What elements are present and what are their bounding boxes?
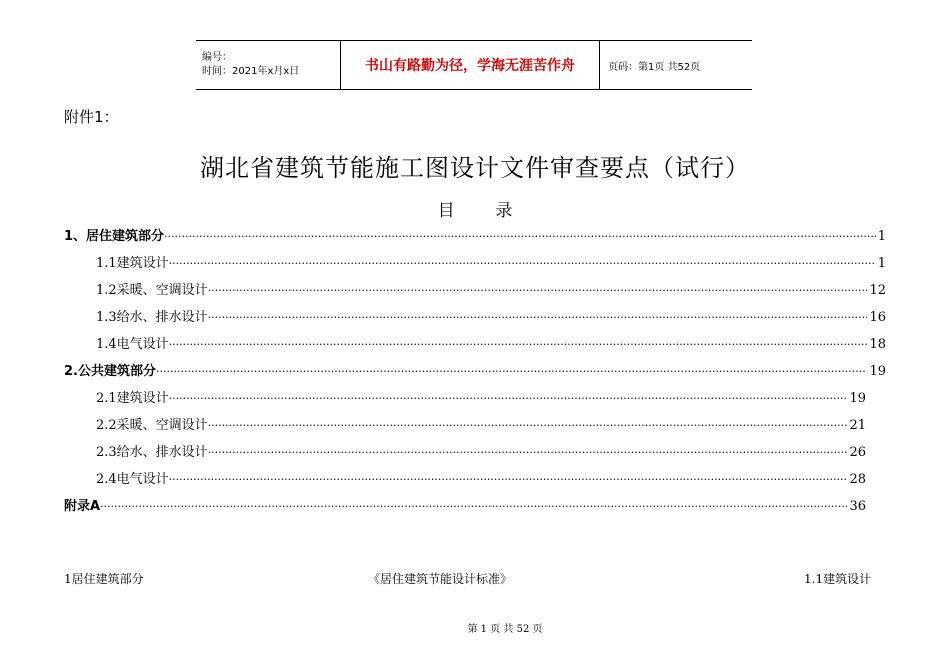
toc-entry-page: 21 [849,418,866,433]
toc-leader-dots [169,254,876,274]
toc-entry-label: 1.1建筑设计 [96,256,169,271]
toc-entry-page: 16 [869,310,886,325]
toc-leader-dots [169,470,848,490]
toc-entry[interactable] [64,497,866,517]
toc-entry-page: 1 [877,256,886,271]
toc-leader-dots [208,308,868,328]
running-footer-center: 《居住建筑节能设计标准》 [368,572,513,586]
toc-entry[interactable] [96,416,866,436]
toc-leader-dots [208,281,868,301]
toc-entry-page: 1 [877,229,886,244]
toc-entry[interactable] [64,227,886,247]
toc-entry[interactable] [64,362,886,382]
toc-entry-label: 1.3给水、排水设计 [96,310,208,325]
toc-entry-page: 26 [849,445,866,460]
toc-leader-dots [164,227,876,247]
toc-leader-dots [156,362,867,382]
running-footer-left: 1居住建筑部分 [64,572,144,586]
header-motto [340,41,600,89]
motto-text: 书山有路勤为径，学海无涯苦作舟 [365,58,575,74]
toc-leader-dots [169,389,848,409]
toc-leader-dots [100,497,847,517]
toc-entry[interactable] [96,254,886,274]
page-code-text: 页码：第1页 共52页 [608,61,701,73]
toc-entry-page: 18 [869,337,886,352]
toc-heading-char-1: 目 [437,201,455,221]
toc-entry-label: 2.3给水、排水设计 [96,445,208,460]
toc-entry-label: 2.4电气设计 [96,472,169,487]
number-label: 编号： [202,52,232,63]
toc-leader-dots [208,416,848,436]
toc-entry-label: 1、居住建筑部分 [64,229,165,244]
toc-entry[interactable] [96,470,866,490]
toc-entry-label: 1.4电气设计 [96,337,169,352]
toc-entry-label: 2.1建筑设计 [96,391,169,406]
toc-entry-label: 附录A [64,499,101,514]
toc-entry-label: 2.2采暖、空调设计 [96,418,208,433]
page-number-footer: 第 1 页 共 52 页 [467,624,543,635]
toc-leader-dots [208,443,848,463]
document-header [196,40,752,90]
toc-entry[interactable] [96,308,886,328]
time-label: 时间：2021年x月x日 [202,66,300,77]
toc-entry-page: 19 [849,391,866,406]
attachment-label: 附件1： [64,108,119,126]
toc-entry-page: 28 [849,472,866,487]
document-title: 湖北省建筑节能施工图设计文件审查要点（试行） [200,154,750,182]
running-footer-right: 1.1建筑设计 [804,572,872,586]
toc-entry-page: 12 [869,283,886,298]
toc-entry[interactable] [96,335,886,355]
toc-entry[interactable] [96,443,866,463]
toc-entry-label: 2.公共建筑部分 [64,364,156,379]
toc-entry-page: 19 [869,364,886,379]
header-meta [196,41,340,89]
toc-leader-dots [169,335,868,355]
header-page-code [600,41,752,89]
toc-entry[interactable] [96,281,886,301]
toc-entry-label: 1.2采暖、空调设计 [96,283,208,298]
toc-heading-char-2: 录 [495,201,513,221]
toc-entry[interactable] [96,389,866,409]
toc-entry-page: 36 [849,499,866,514]
toc-heading [0,196,950,221]
